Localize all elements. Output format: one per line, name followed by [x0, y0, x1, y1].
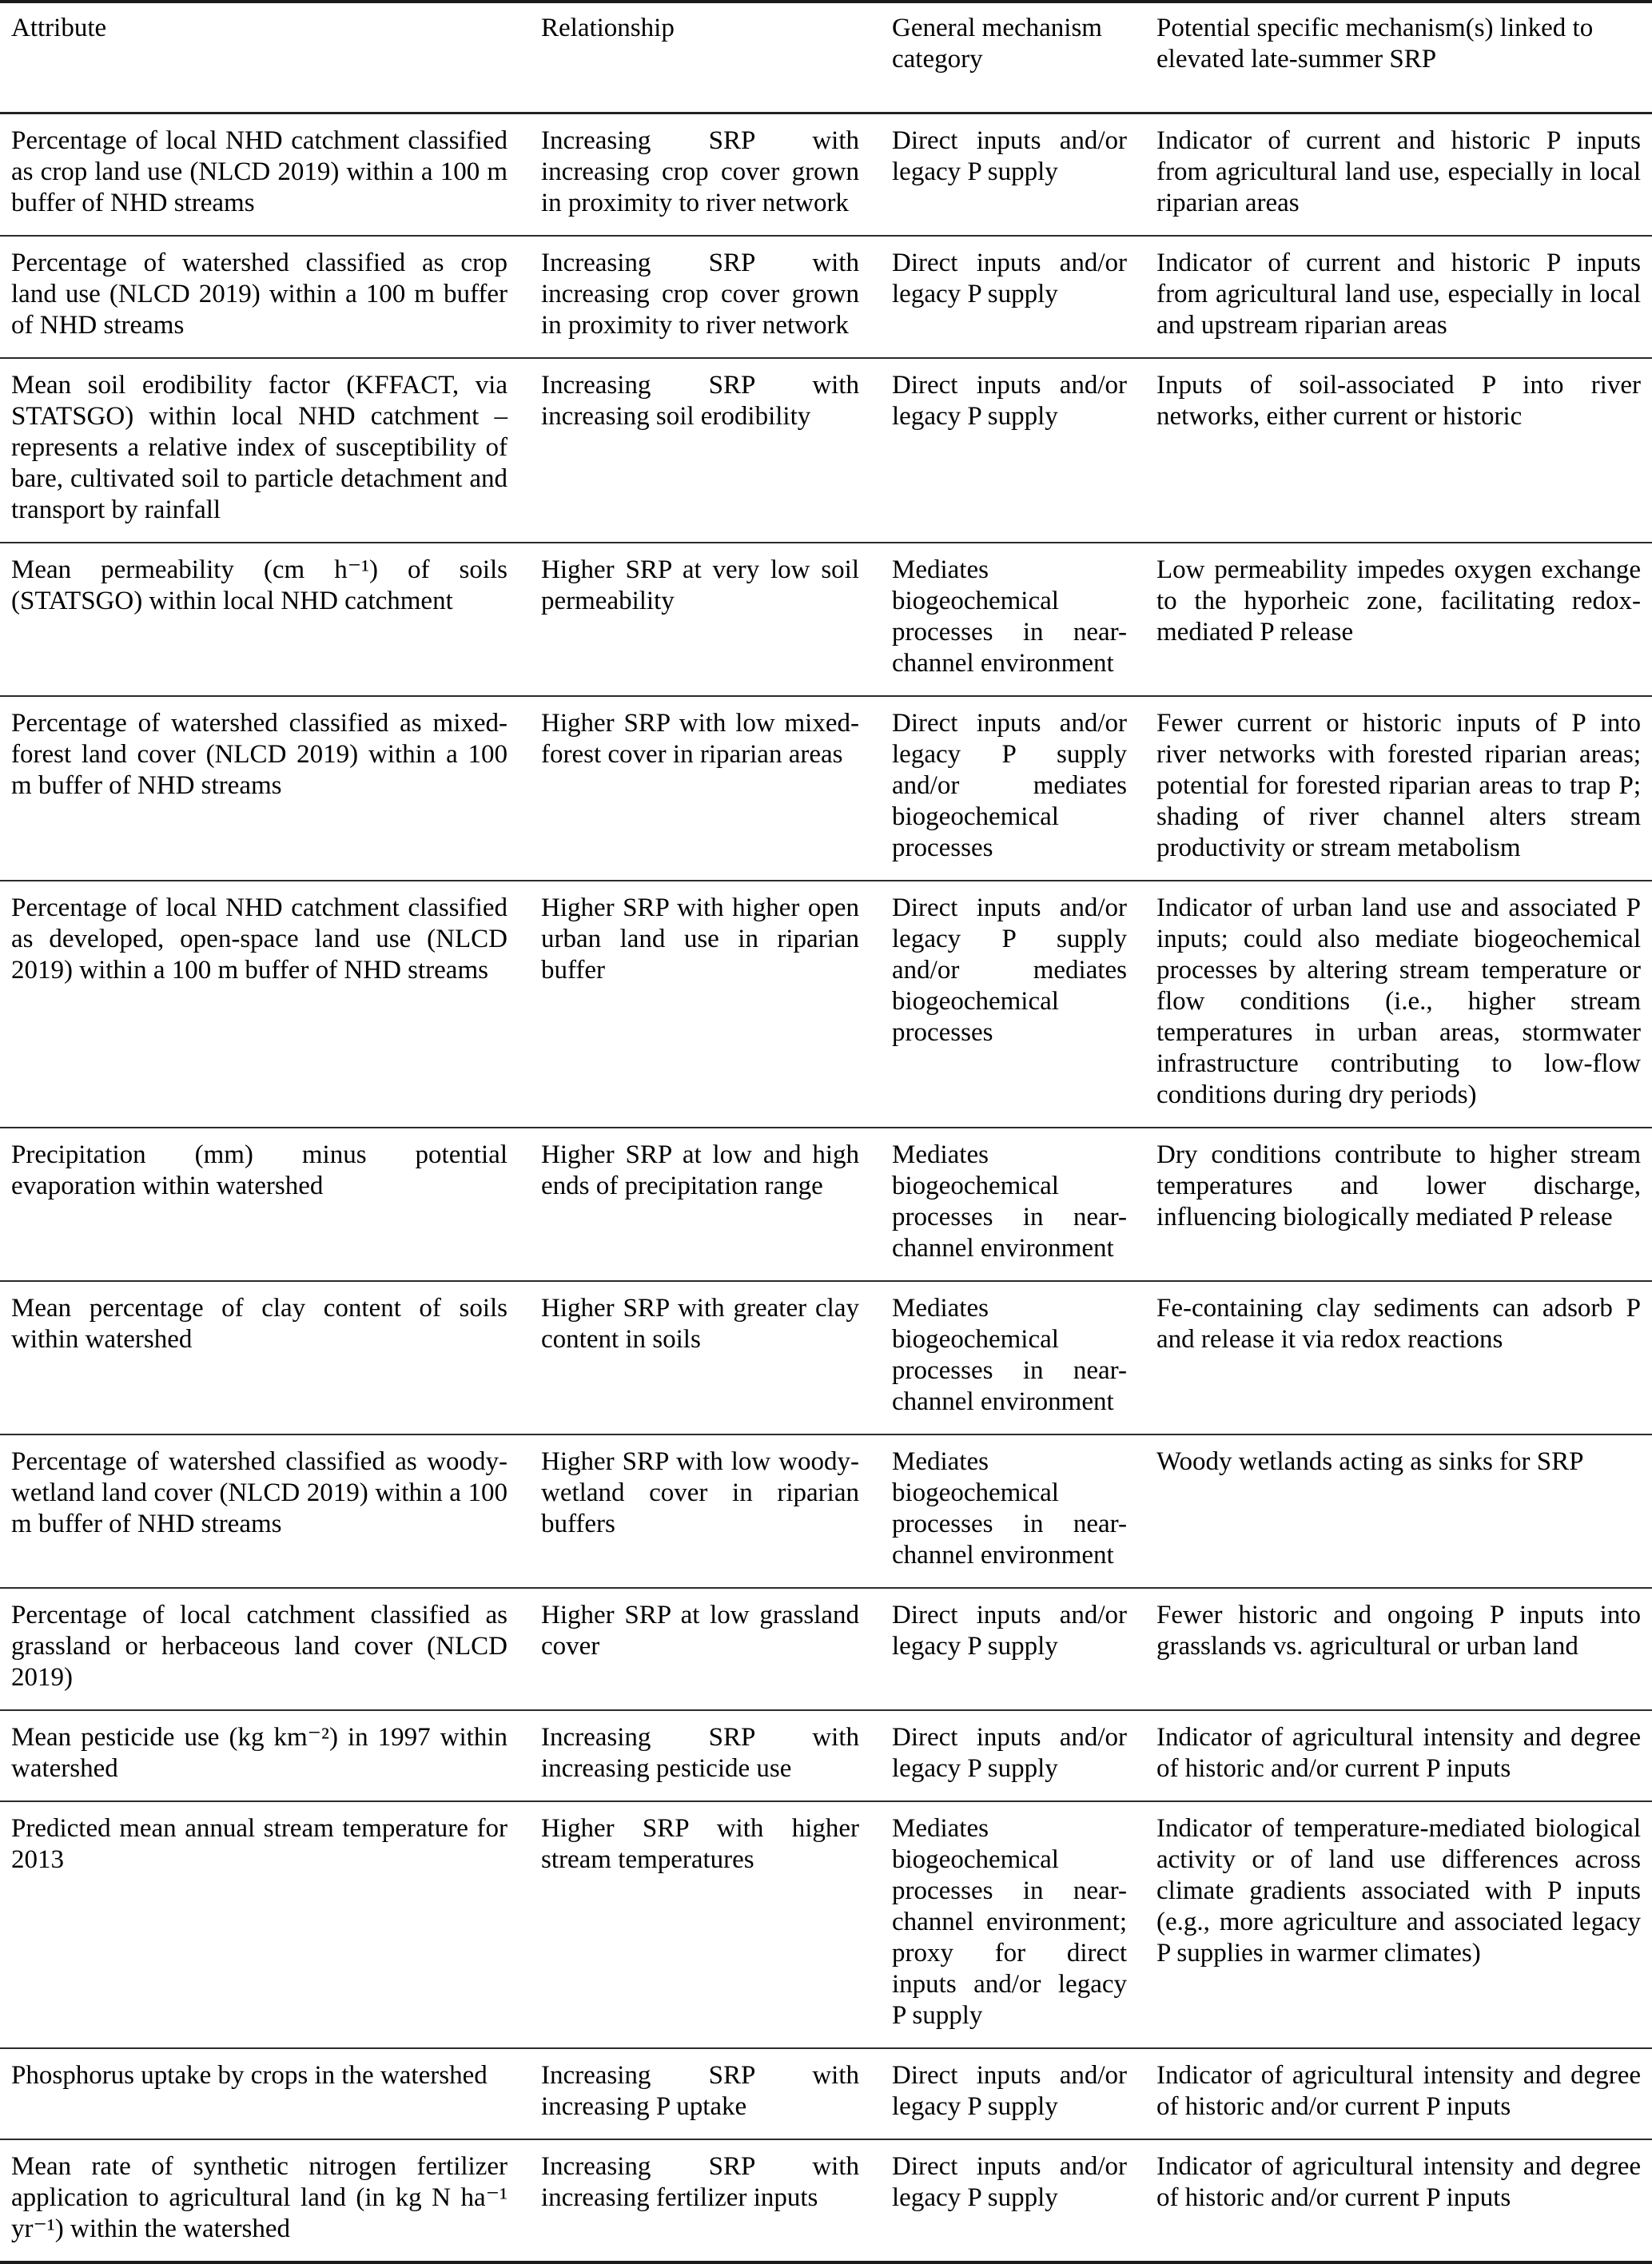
table-row — [0, 1128, 1652, 1281]
table-row — [0, 236, 1652, 358]
column-header-specific-mechanism: Potential specific mechanism(s) linked to elevated late-summer SRP — [1156, 2, 1652, 113]
cell-general-mechanism: Mediates biogeochemical processes in near-channel environment — [892, 555, 1127, 678]
cell-attribute: Percentage of local catchment classified as grassland or herbaceous land cover (NLCD 2019) — [11, 1601, 508, 1692]
cell-general-mechanism: Direct inputs and/or legacy P supply — [892, 371, 1127, 431]
table-row — [0, 1710, 1652, 1801]
cell-specific-mechanism: Indicator of urban land use and associated P inputs; could also mediate biogeochemical processes by altering stream temperature or flow conditions (i.e., higher stream temperatures in urban areas, stormwater infrastructure contributing to low-flow conditions during dry periods) — [1156, 893, 1641, 1109]
cell-attribute: Precipitation (mm) minus potential evaporation within watershed — [11, 1140, 508, 1200]
cell-general-mechanism: Direct inputs and/or legacy P supply — [892, 2061, 1127, 2121]
cell-general-mechanism: Mediates biogeochemical processes in near-channel environment — [892, 1294, 1127, 1416]
table-row — [0, 696, 1652, 881]
cell-general-mechanism: Direct inputs and/or legacy P supply — [892, 1601, 1127, 1661]
cell-general-mechanism: Mediates biogeochemical processes in near-channel environment — [892, 1140, 1127, 1263]
cell-attribute: Mean rate of synthetic nitrogen fertilizer application to agricultural land (in kg N ha⁻¹ yr⁻¹) within the watershed — [11, 2152, 508, 2243]
cell-general-mechanism: Direct inputs and/or legacy P supply and/or mediates biogeochemical processes — [892, 893, 1127, 1047]
cell-relationship: Higher SRP with low woody-wetland cover in riparian buffers — [541, 1447, 859, 1538]
cell-specific-mechanism: Indicator of agricultural intensity and degree of historic and/or current P inputs — [1156, 2152, 1641, 2212]
cell-specific-mechanism: Indicator of temperature-mediated biological activity or of land use differences across climate gradients associated with P inputs (e.g., more agriculture and associated legacy P supplies in warmer climates) — [1156, 1814, 1641, 1968]
cell-specific-mechanism: Woody wetlands acting as sinks for SRP — [1156, 1447, 1584, 1476]
column-header-general-mechanism: General mechanism category — [892, 2, 1156, 113]
cell-attribute: Percentage of local NHD catchment classified as crop land use (NLCD 2019) within a 100 m buffer of NHD streams — [11, 126, 508, 217]
cell-specific-mechanism: Indicator of current and historic P inputs from agricultural land use, especially in local riparian areas — [1156, 126, 1641, 217]
table-row — [0, 1434, 1652, 1588]
cell-attribute: Percentage of local NHD catchment classified as developed, open-space land use (NLCD 2019) within a 100 m buffer of NHD streams — [11, 893, 508, 985]
cell-specific-mechanism: Fewer historic and ongoing P inputs into grasslands vs. agricultural or urban land — [1156, 1601, 1641, 1661]
cell-attribute: Mean permeability (cm h⁻¹) of soils (STATSGO) within local NHD catchment — [11, 555, 508, 615]
cell-general-mechanism: Direct inputs and/or legacy P supply and/or mediates biogeochemical processes — [892, 709, 1127, 862]
cell-relationship: Increasing SRP with increasing fertilizer inputs — [541, 2152, 859, 2212]
cell-general-mechanism: Direct inputs and/or legacy P supply — [892, 1723, 1127, 1783]
cell-specific-mechanism: Low permeability impedes oxygen exchange to the hyporheic zone, facilitating redox-mediated P release — [1156, 555, 1641, 647]
header-row — [0, 2, 1652, 113]
cell-general-mechanism: Mediates biogeochemical processes in near-channel environment — [892, 1447, 1127, 1570]
table-row — [0, 2048, 1652, 2139]
table-row — [0, 1281, 1652, 1434]
cell-attribute: Predicted mean annual stream temperature for 2013 — [11, 1814, 508, 1874]
cell-specific-mechanism: Indicator of current and historic P inputs from agricultural land use, especially in local and upstream riparian areas — [1156, 249, 1641, 340]
cell-general-mechanism: Direct inputs and/or legacy P supply — [892, 2152, 1127, 2212]
cell-relationship: Higher SRP at very low soil permeability — [541, 555, 859, 615]
cell-attribute: Mean pesticide use (kg km⁻²) in 1997 within watershed — [11, 1723, 508, 1783]
cell-relationship: Increasing SRP with increasing crop cover grown in proximity to river network — [541, 249, 859, 340]
cell-general-mechanism: Direct inputs and/or legacy P supply — [892, 126, 1127, 186]
cell-relationship: Higher SRP with higher stream temperatures — [541, 1814, 859, 1874]
cell-relationship: Higher SRP at low grassland cover — [541, 1601, 859, 1661]
table-row — [0, 2139, 1652, 2262]
table-body — [0, 113, 1652, 2263]
cell-attribute: Percentage of watershed classified as woody-wetland land cover (NLCD 2019) within a 100 m buffer of NHD streams — [11, 1447, 508, 1538]
table-header — [0, 2, 1652, 113]
cell-attribute: Percentage of watershed classified as mixed-forest land cover (NLCD 2019) within a 100 m buffer of NHD streams — [11, 709, 508, 800]
cell-relationship: Higher SRP at low and high ends of precipitation range — [541, 1140, 859, 1200]
cell-relationship: Higher SRP with low mixed-forest cover in riparian areas — [541, 709, 859, 769]
cell-relationship: Increasing SRP with increasing soil erodibility — [541, 371, 859, 431]
table-row — [0, 543, 1652, 696]
cell-specific-mechanism: Dry conditions contribute to higher stream temperatures and lower discharge, influencing biologically mediated P release — [1156, 1140, 1641, 1231]
cell-relationship: Increasing SRP with increasing P uptake — [541, 2061, 859, 2121]
cell-relationship: Increasing SRP with increasing crop cover grown in proximity to river network — [541, 126, 859, 217]
cell-specific-mechanism: Inputs of soil-associated P into river networks, either current or historic — [1156, 371, 1641, 431]
cell-attribute: Percentage of watershed classified as crop land use (NLCD 2019) within a 100 m buffer of NHD streams — [11, 249, 508, 340]
cell-relationship: Higher SRP with higher open urban land use in riparian buffer — [541, 893, 859, 985]
column-header-attribute: Attribute — [0, 2, 541, 113]
cell-general-mechanism: Mediates biogeochemical processes in near-channel environment; proxy for direct inputs and/or legacy P supply — [892, 1814, 1127, 2030]
table-row — [0, 113, 1652, 237]
cell-attribute: Phosphorus uptake by crops in the watershed — [11, 2061, 488, 2090]
column-header-relationship: Relationship — [541, 2, 892, 113]
cell-relationship: Higher SRP with greater clay content in soils — [541, 1294, 859, 1354]
cell-specific-mechanism: Fe-containing clay sediments can adsorb P and release it via redox reactions — [1156, 1294, 1641, 1354]
table-row — [0, 881, 1652, 1128]
cell-general-mechanism: Direct inputs and/or legacy P supply — [892, 249, 1127, 308]
cell-attribute: Mean soil erodibility factor (KFFACT, via STATSGO) within local NHD catchment – represents a relative index of susceptibility of bare, cultivated soil to particle detachment and transport by rainfall — [11, 371, 508, 524]
cell-relationship: Increasing SRP with increasing pesticide use — [541, 1723, 859, 1783]
cell-specific-mechanism: Fewer current or historic inputs of P into river networks with forested riparian areas; potential for forested riparian areas to trap P; shading of river channel alters stream productivity or stream metabolism — [1156, 709, 1641, 862]
cell-specific-mechanism: Indicator of agricultural intensity and degree of historic and/or current P inputs — [1156, 2061, 1641, 2121]
table-row — [0, 1588, 1652, 1710]
cell-attribute: Mean percentage of clay content of soils within watershed — [11, 1294, 508, 1354]
table-row — [0, 358, 1652, 543]
table-row — [0, 1801, 1652, 2048]
cell-specific-mechanism: Indicator of agricultural intensity and degree of historic and/or current P inputs — [1156, 1723, 1641, 1783]
